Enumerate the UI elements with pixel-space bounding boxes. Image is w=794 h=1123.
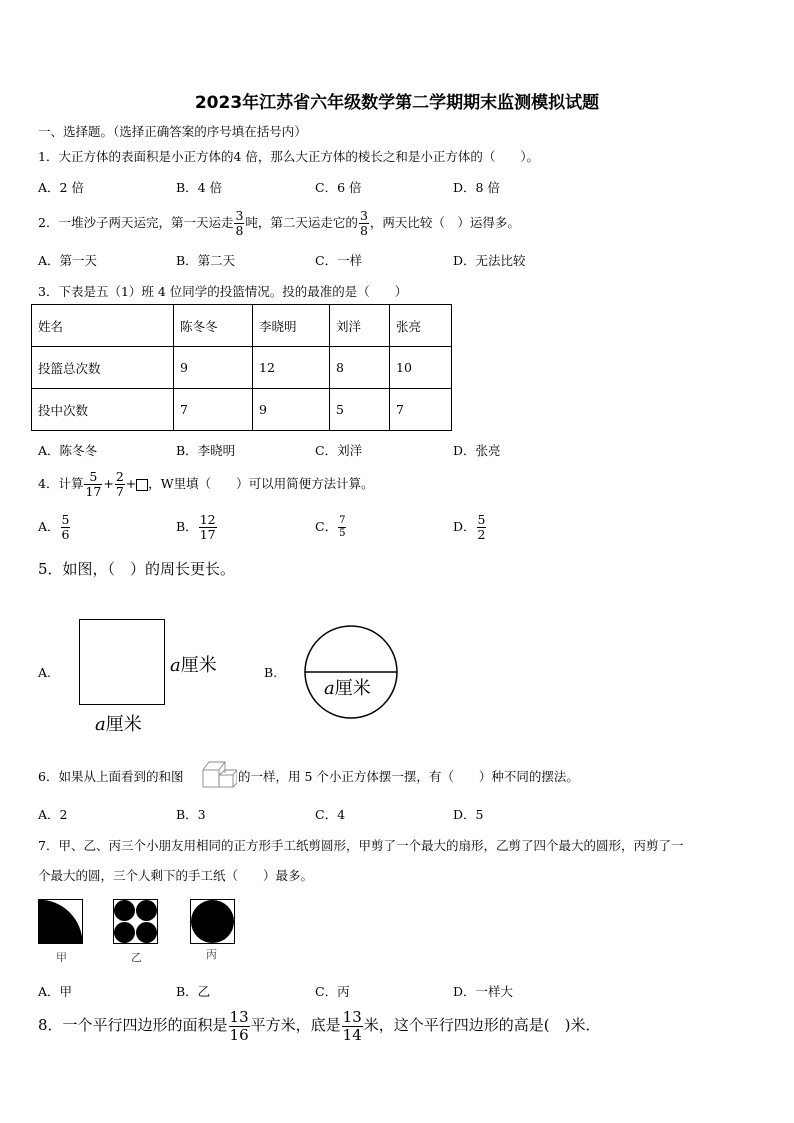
q2-option-b: B．第二天 — [176, 253, 236, 268]
diameter-label: a厘米 — [324, 678, 371, 699]
q3-option-c: C．刘洋 — [315, 443, 363, 458]
q2-option-d: D．无法比较 — [453, 253, 526, 268]
q5-option-b: B. — [264, 665, 278, 680]
table-cell: 9 — [174, 347, 253, 389]
table-cell: 姓名 — [32, 305, 174, 347]
q3-option-a: A．陈冬冬 — [38, 443, 98, 458]
circle-figure — [303, 624, 399, 720]
q6-option-a: A．2 — [38, 807, 68, 822]
q5-option-a: A. — [38, 665, 52, 680]
fraction: $\frac{5}{17}$ — [85, 468, 102, 499]
table-cell: 8 — [330, 347, 390, 389]
table-cell: 12 — [253, 347, 330, 389]
question-8: 8．一个平行四边形的面积是 $\frac{13}{16}$ 平方米，底是 $\frac{13}{14}$ 米，这个平行四边形的高是( )米． — [38, 1007, 601, 1044]
question-5: 5．如图，（ ）的周长更长。 — [38, 560, 236, 578]
table-cell: 陈冬冬 — [174, 305, 253, 347]
table-cell: 刘洋 — [330, 305, 390, 347]
section-heading: 一、选择题。（选择正确答案的序号填在括号内） — [38, 124, 307, 139]
question-6-part1: 6．如果从上面看到的和图 — [38, 769, 184, 784]
fraction: $\frac{13}{16}$ — [229, 1007, 249, 1044]
table-row — [32, 347, 452, 389]
q4-option-c: C． $\frac{7}{5}$ — [315, 515, 346, 539]
question-2: 2．一堆沙子两天运完，第一天运走 $\frac{3}{8}$ 吨，第二天运走它的 $\frac{3}{8}$ ，两天比较（ ）运得多。 — [38, 207, 520, 238]
q1-option-d: D．8 倍 — [453, 180, 500, 195]
q7-option-d: D．一样大 — [453, 984, 514, 999]
table-row — [32, 389, 452, 431]
fraction: $\frac{2}{7}$ — [115, 468, 124, 499]
table-cell: 投中次数 — [32, 389, 174, 431]
table-cell: 投篮总次数 — [32, 347, 174, 389]
quarter-circle-figure — [38, 899, 84, 945]
q6-option-b: B．3 — [176, 807, 206, 822]
fraction: $\frac{3}{8}$ — [235, 207, 244, 238]
table-cell: 5 — [330, 389, 390, 431]
q2-option-a: A．第一天 — [38, 253, 98, 268]
square-bottom-label: a厘米 — [95, 714, 142, 735]
q2-option-c: C．一样 — [315, 253, 363, 268]
table-cell: 7 — [174, 389, 253, 431]
square-figure — [79, 619, 165, 705]
square-side-label: a厘米 — [170, 655, 217, 676]
question-3: 3．下表是五（1）班 4 位同学的投篮情况。投的最准的是（ ） — [38, 284, 408, 299]
q3-option-b: B．李晓明 — [176, 443, 236, 458]
q6-option-d: D．5 — [453, 807, 484, 822]
q7-option-c: C．丙 — [315, 984, 350, 999]
q1-option-b: B．4 倍 — [176, 180, 223, 195]
four-circles-figure — [113, 899, 159, 945]
q7-option-b: B．乙 — [176, 984, 211, 999]
fraction: $\frac{3}{8}$ — [359, 207, 368, 238]
table-cell: 9 — [253, 389, 330, 431]
figure-label-bing: 丙 — [206, 948, 217, 961]
q6-option-c: C．4 — [315, 807, 346, 822]
q3-option-d: D．张亮 — [453, 443, 501, 458]
fraction: $\frac{13}{14}$ — [342, 1007, 362, 1044]
q4-option-a: A． $\frac{5}{6}$ — [38, 511, 70, 542]
shooting-table — [31, 304, 452, 431]
page-title: 2023年江苏省六年级数学第二学期期末监测模拟试题 — [194, 93, 600, 113]
table-cell: 张亮 — [390, 305, 452, 347]
question-7-line1: 7．甲、乙、丙三个小朋友用相同的正方形手工纸剪圆形，甲剪了一个最大的扇形，乙剪了四个最大的圆形，丙剪了一 — [38, 838, 684, 853]
q1-option-a: A．2 倍 — [38, 180, 84, 195]
q7-option-a: A．甲 — [38, 984, 73, 999]
q4-option-d: D． $\frac{5}{2}$ — [453, 511, 486, 542]
one-circle-figure — [190, 899, 236, 945]
blank-box — [136, 479, 148, 491]
question-1: 1．大正方体的表面积是小正方体的4 倍，那么大正方体的棱长之和是小正方体的（ ）。 — [38, 149, 540, 164]
question-6-part2: 的一样，用 5 个小正方体摆一摆，有（ ）种不同的摆法。 — [238, 769, 579, 784]
table-cell: 李晓明 — [253, 305, 330, 347]
question-7-line2: 个最大的圆，三个人剩下的手工纸（ ）最多。 — [38, 868, 314, 883]
figure-label-jia: 甲 — [56, 951, 67, 964]
figure-label-yi: 乙 — [131, 951, 142, 964]
table-cell: 7 — [390, 389, 452, 431]
q1-option-c: C．6 倍 — [315, 180, 362, 195]
table-cell: 10 — [390, 347, 452, 389]
question-4: 4．计算 $\frac{5}{17}$ + $\frac{2}{7}$ + ，W里填（ ）可以用简便方法计算。 — [38, 468, 374, 499]
q4-option-b: B． $\frac{12}{17}$ — [176, 511, 216, 542]
cube-view-icon — [201, 756, 237, 790]
table-row — [32, 305, 452, 347]
